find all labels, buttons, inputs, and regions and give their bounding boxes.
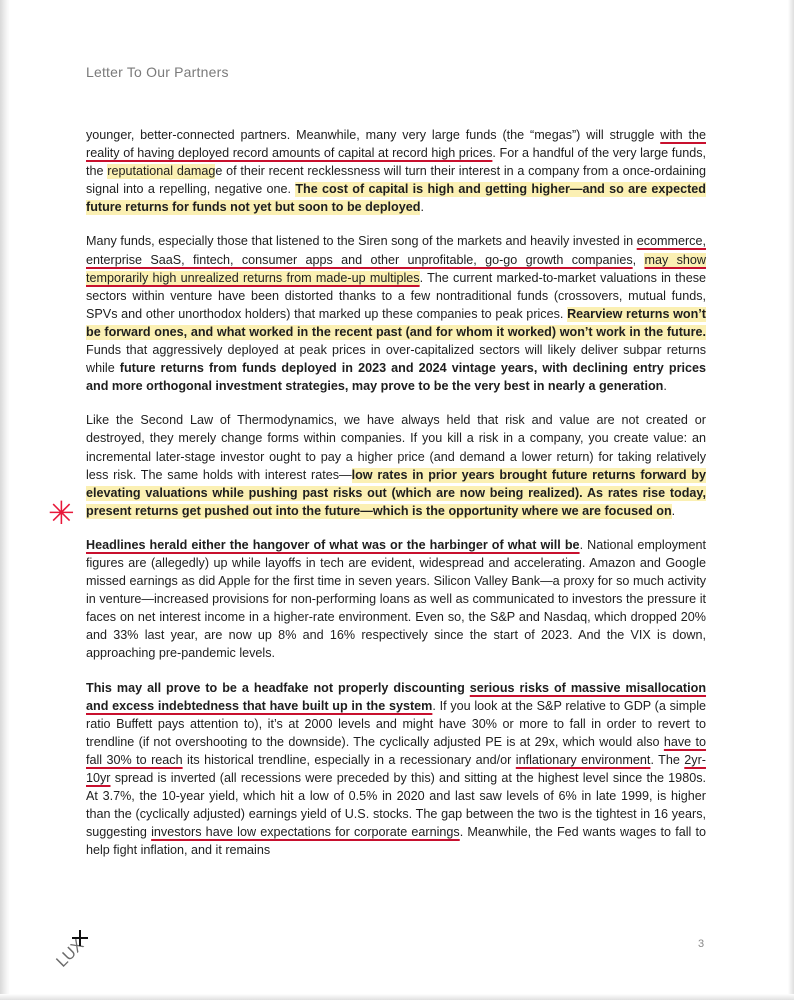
logo-text: LUX [53, 936, 88, 971]
paragraph [86, 679, 706, 860]
annotated-text: inflationary environment [515, 752, 651, 767]
annotated-text: reputational damag [107, 164, 216, 179]
text-run: spread is inverted (all recessions were preceded by this) and sitting at the highest level since the 1980s. At 3.7%, the 10-year yield, which hit a low of 0.5% in 2020 and last saw levels of 6% in late 1999, is higher than the (cyclically adjusted) earnings yield of U.S. stocks. The gap between the two is the tightest in 16 years, suggesting [86, 771, 706, 840]
text-run: younger, better-connected partners. Meanwhile, many very large funds (the “megas”) will struggle [86, 128, 661, 142]
page-shadow-bottom [0, 994, 794, 1000]
letter-header: Letter To Our Partners [86, 64, 229, 80]
text-run: . The current marked-to-market valuations in these sectors within venture have been distorted thanks to a few nontraditional funds (crossovers, mutual funds, SPVs and other unorthodox holders) that marked up these companies to peak prices. [86, 270, 706, 321]
text-run: . If you look at the S&P relative to GDP (a simple ratio Buffett pays attention to), it’s at 2000 levels and might have 30% or more to fall in order to revert to trendline (if not overshooting to the downside). The cyclically adjusted PE is at 29x, which would also [86, 698, 706, 749]
paragraph [86, 232, 706, 395]
text-run: Many funds, especially those that listened to the Siren song of the markets and heavily invested in [86, 234, 637, 249]
text-run: . [671, 503, 676, 518]
annotated-text: future returns from funds deployed in 2023 and 2024 vintage years, with declining entry prices and more orthogonal investment strategies, may prove to be the very best in nearly a generation [86, 361, 706, 394]
asterisk-icon: ✳ [48, 494, 75, 532]
paragraph [86, 411, 706, 520]
text-run: , [632, 252, 645, 267]
annotated-text: low rates in prior years brought future returns forward by elevating valuations while pushing past risks out (which are now being realized). As rates rise today, present returns get pushed out into the future—which is the opportunity where we are focused on [86, 467, 706, 518]
paragraph [86, 126, 706, 216]
page-shadow-left [0, 0, 10, 1000]
text-run: . The [650, 752, 685, 767]
annotated-text: Headlines herald either the hangover of what was or the harbinger of what will be [86, 537, 580, 552]
annotated-text: This may all prove to be a headfake not properly discounting [86, 680, 470, 695]
page-shadow-right [788, 0, 794, 1000]
annotated-text: 2yr-10yr [86, 752, 706, 785]
text-run: . [663, 379, 667, 394]
annotated-text: may show temporarily high unrealized returns from made-up multiples [86, 252, 706, 285]
text-run: . [420, 200, 424, 215]
text-run: e of their recent recklessness will turn their interest in a company from a once-ordaining signal into a repelling, negative one. [86, 164, 707, 197]
letter-body [86, 126, 706, 875]
text-run: . Meanwhile, the Fed wants wages to fall to help fight inflation, and it remains [86, 825, 707, 858]
page-number: 3 [698, 938, 705, 950]
annotated-text: investors have low expectations for corporate earnings [151, 825, 460, 840]
text-run: Funds that aggressively deployed at peak prices in over-capitalized sectors will likely deliver subpar returns while [86, 343, 706, 376]
annotated-text: The cost of capital is high and getting higher—and so are expected future returns for funds not yet but soon to be deployed [86, 182, 706, 215]
annotated-text: serious risks of massive misallocation and excess indebtedness that have built up in the system [86, 680, 707, 713]
lux-logo [50, 926, 100, 976]
annotated-text: Rearview returns won’t be forward ones, and what worked in the recent past (and for whom it worked) won’t work in the future. [86, 306, 706, 339]
annotated-text: have to fall 30% to reach [86, 734, 707, 767]
paragraph [86, 536, 706, 663]
text-run: . National employment figures are (allegedly) up while layoffs in tech are evident, widespread and accelerating. Amazon and Google missed earnings as did Apple for the first time in seven years. Silicon Valley Bank—a proxy for so much activity in venture—increased provisions for non-performing loans as well as communicated to investors the pressure it faces on net interest income in a higher-rate environment. Even so, the S&P and Nasdaq, which dropped 20% and 33% last year, are now up 8% and 16% respectively since the start of 2023. And the VIX is down, approaching pre-pandemic levels. [86, 537, 706, 661]
text-run: Like the Second Law of Thermodynamics, we have always held that risk and value are not created or destroyed, they merely change forms within companies. If you kill a risk in a company, you create value: an incremental later-stage investor ought to pay a higher price (and demand a lower return) for taking relatively less risk. The same holds with interest rates— [86, 413, 706, 482]
annotated-text: ecommerce, enterprise SaaS, fintech, consumer apps and other unprofitable, go-go growth companies [86, 234, 706, 267]
annotated-text: with the reality of having deployed record amounts of capital at record high prices [86, 128, 706, 161]
text-run: . For a handful of the very large funds, the [86, 146, 706, 179]
text-run: its historical trendline, especially in a recessionary and/or [182, 752, 516, 767]
